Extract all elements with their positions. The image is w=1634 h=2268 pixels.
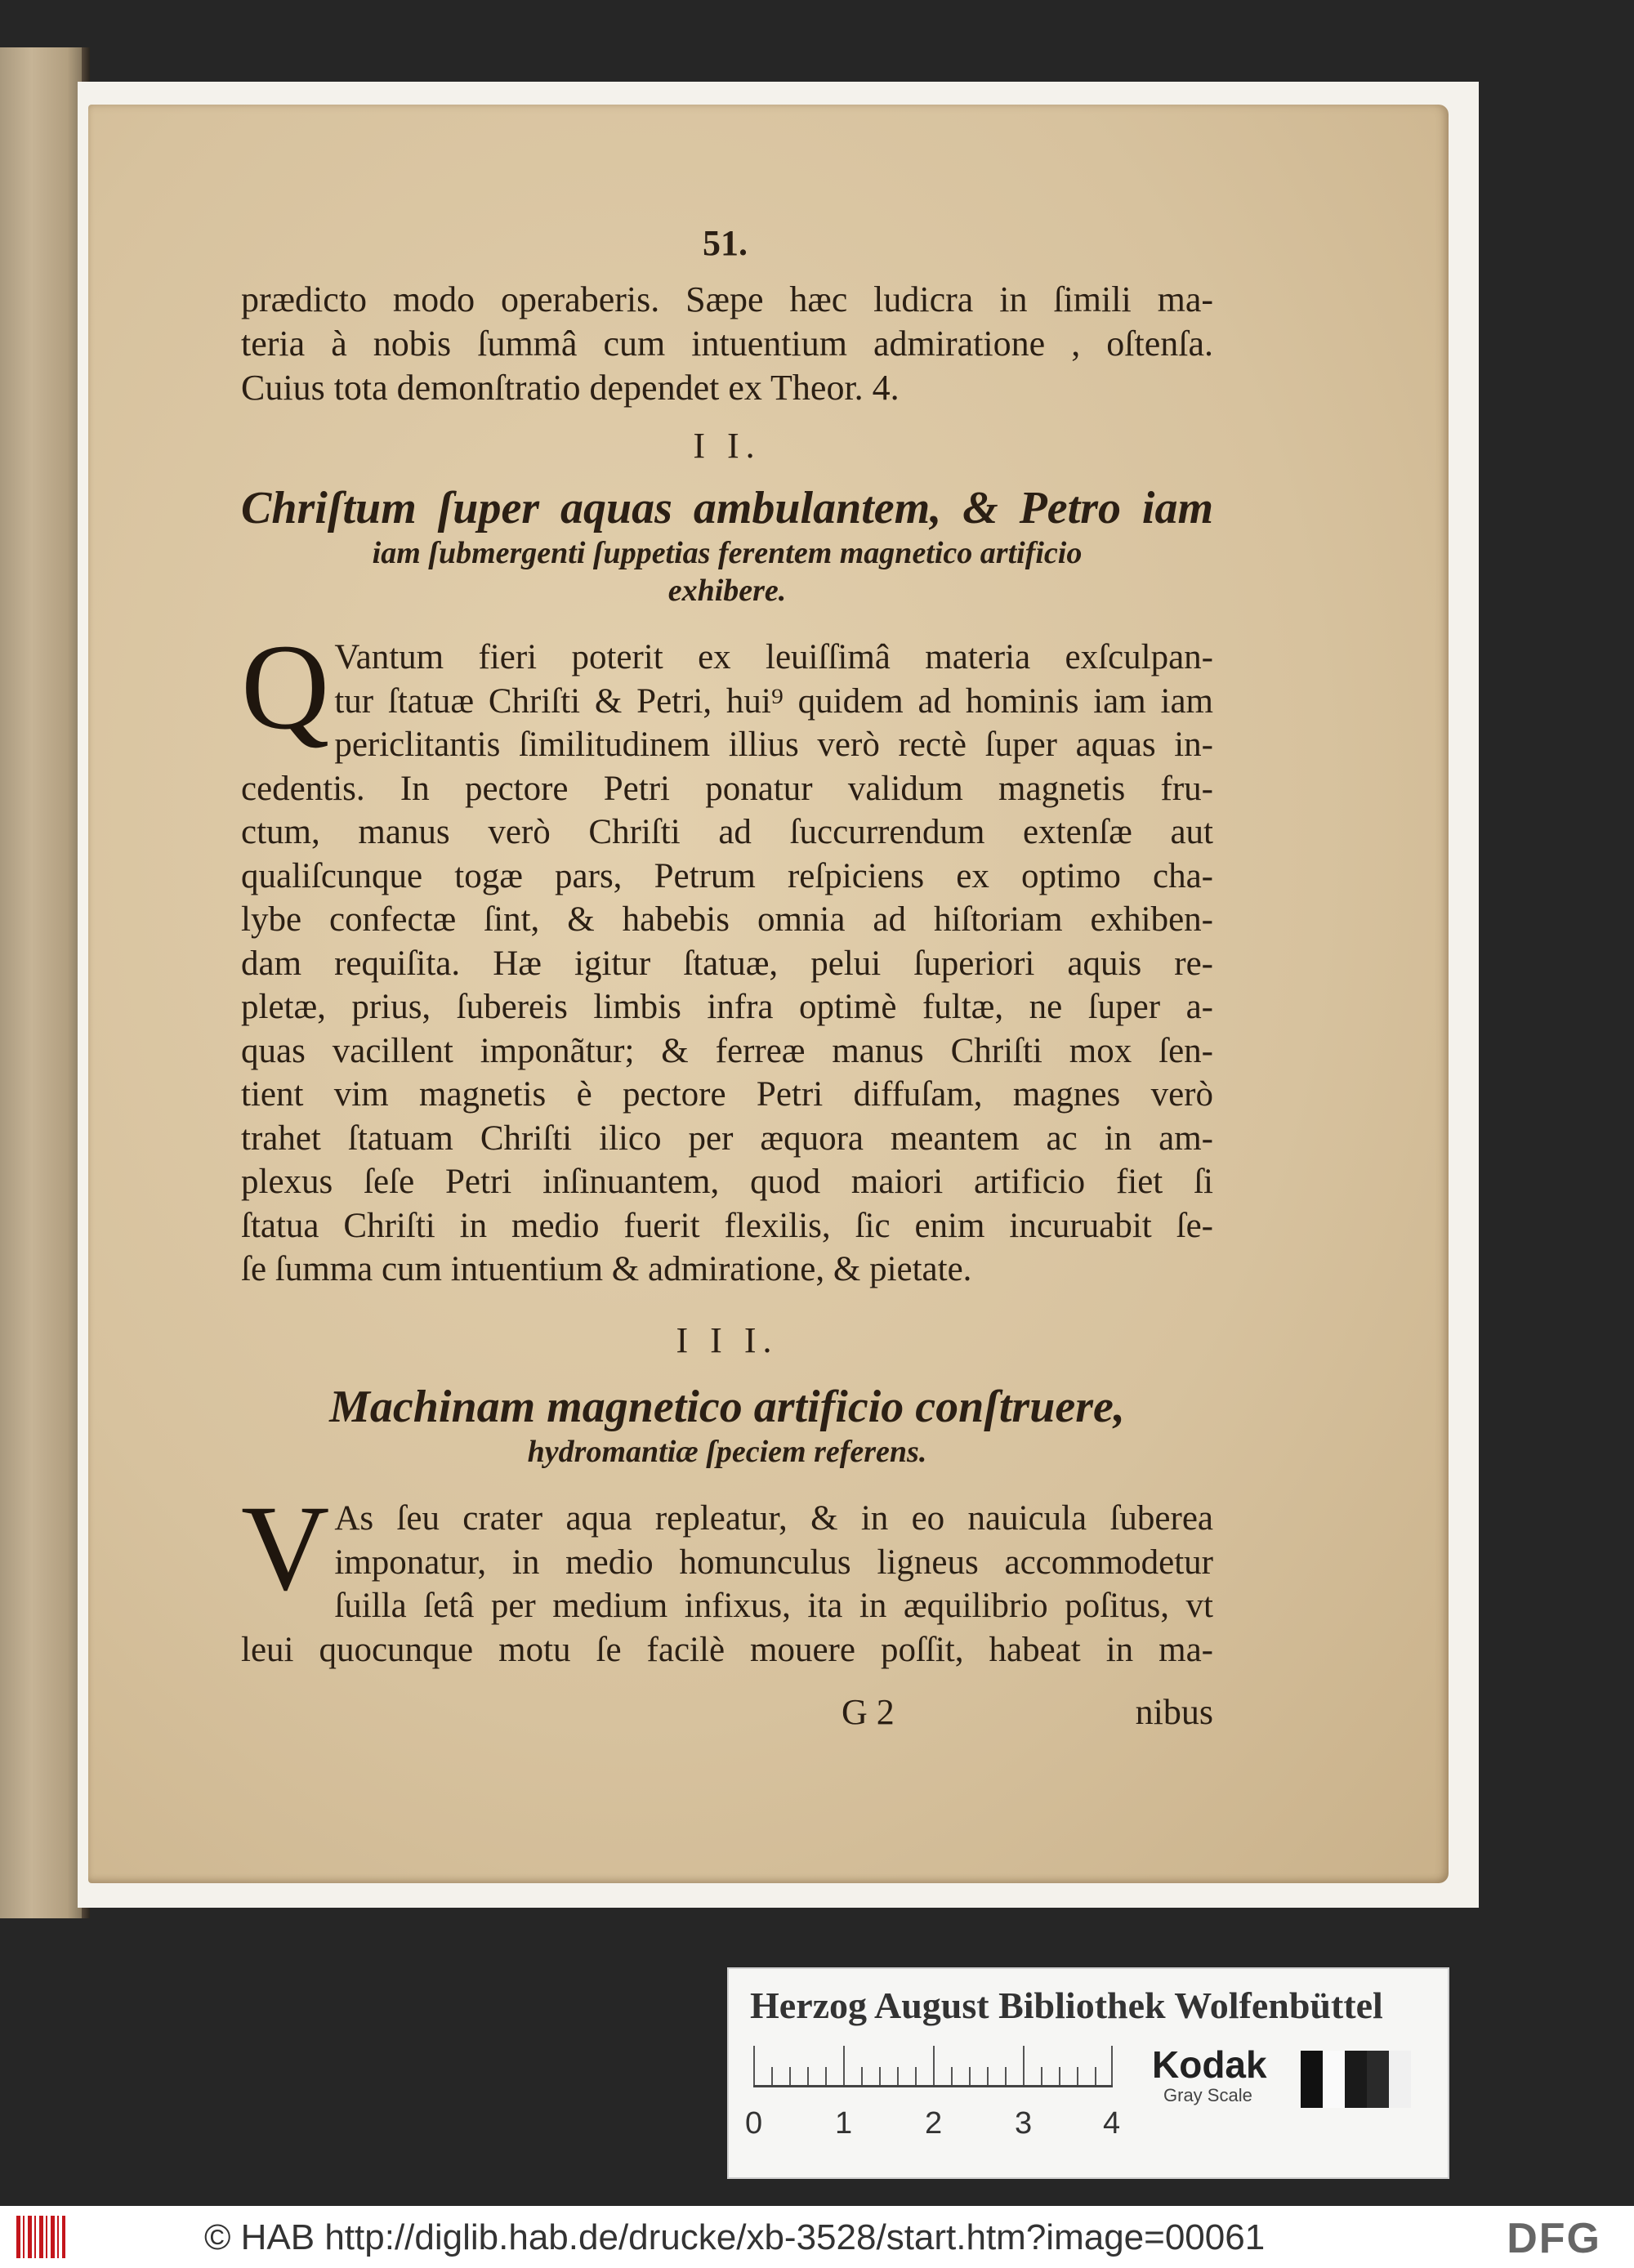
text-line: prædicto modo operaberis. Sæpe hæc ludicra in ſimili ma- <box>241 279 1213 319</box>
gray-swatch <box>1301 2051 1323 2108</box>
ruler-number: 0 <box>745 2106 763 2141</box>
barcode-icon <box>16 2216 65 2258</box>
ruler-number: 2 <box>925 2106 943 2141</box>
text-line: trahet ſtatuam Chriſti ilico per æquora meantem ac in am- <box>241 1118 1213 1158</box>
ruler <box>753 2044 1113 2087</box>
ruler-tick <box>969 2067 971 2085</box>
section-paragraph <box>241 1480 1213 1672</box>
dfg-logo: DFG <box>1507 2215 1601 2262</box>
ruler-tick <box>1005 2067 1007 2085</box>
ruler-tick <box>753 2046 755 2085</box>
ruler-tick <box>1059 2067 1060 2085</box>
gray-swatch <box>1323 2051 1345 2108</box>
gray-scale-caption: Gray Scale <box>1163 2085 1252 2105</box>
source-url[interactable]: © HAB http://diglib.hab.de/drucke/xb-3528/start.htm?image=00061 <box>204 2217 1266 2257</box>
gray-swatches <box>1301 2051 1411 2108</box>
text-line: ſtatua Chriſti in medio fuerit flexilis, ſic enim incuruabit ſe- <box>241 1206 1213 1245</box>
heading-line: Chriſtum ſuper aquas ambulantem, & Petro iam <box>241 483 1213 534</box>
ruler-tick <box>1095 2067 1096 2085</box>
text-line: Cuius tota demonſtratio dependet ex Theor. 4. <box>241 368 900 408</box>
text-line: lybe confectæ ſint, & habebis omnia ad hiſtoriam exhiben- <box>241 900 1213 939</box>
ruler-tick <box>933 2046 935 2085</box>
ruler-tick <box>915 2067 917 2085</box>
text-line: cedentis. In pectore Petri ponatur validum magnetis fru- <box>241 769 1213 808</box>
text-line: leui quocunque motu ſe facilè mouere poſſit, habeat in ma- <box>241 1630 1213 1669</box>
text-line: qualiſcunque togæ pars, Petrum reſpiciens ex optimo cha- <box>241 856 1213 895</box>
ruler-tick <box>843 2046 845 2085</box>
ruler-tick <box>789 2067 791 2085</box>
ruler-tick <box>1023 2046 1025 2085</box>
text-line: imponatur, in medio homunculus ligneus accommodetur <box>334 1543 1213 1582</box>
left-page-edge <box>0 47 90 1918</box>
section-number: I I. <box>693 426 761 466</box>
text-line: plexus ſeſe Petri inſinuantem, quod maiori artificio fiet ſi <box>241 1163 1213 1201</box>
text-line: tur ſtatuæ Chriſti & Petri, hui⁹ quidem ad hominis iam iam <box>334 681 1213 721</box>
footer-bar <box>0 2206 1634 2268</box>
heading-line: exhibere. <box>667 574 787 608</box>
drop-cap: V <box>241 1480 330 1616</box>
library-scale-label <box>727 1967 1449 2179</box>
text-line: Vantum fieri poterit ex leuiſſimâ materia exſculpan- <box>334 638 1213 676</box>
catchword: nibus <box>1135 1692 1213 1732</box>
ruler-number: 4 <box>1103 2106 1121 2141</box>
signature-mark: G 2 <box>842 1692 895 1732</box>
section-heading <box>241 482 1213 609</box>
ruler-tick <box>1077 2067 1078 2085</box>
ruler-tick <box>861 2067 863 2085</box>
ruler-number: 3 <box>1015 2106 1033 2141</box>
drop-cap: Q <box>241 619 330 755</box>
text-line: As ſeu crater aqua repleatur, & in eo nauicula ſuberea <box>334 1499 1213 1538</box>
ruler-tick <box>825 2067 827 2085</box>
ruler-tick <box>987 2067 989 2085</box>
text-line: quas vacillent imponãtur; & ferreæ manus Chriſti mox ſen- <box>241 1031 1213 1070</box>
text-line: ctum, manus verò Chriſti ad ſuccurrendum extenſæ aut <box>241 813 1213 851</box>
text-line: ſe ſumma cum intuentium & admiratione, & pietate. <box>241 1250 972 1288</box>
text-line: periclitantis ſimilitudinem illius verò rectè ſuper aquas in- <box>334 725 1213 764</box>
gray-swatch <box>1367 2051 1389 2108</box>
text-line: teria à nobis ſummâ cum intuentium admiratione , oſtenſa. <box>241 324 1213 364</box>
gray-swatch <box>1345 2051 1367 2108</box>
text-line: dam requiſita. Hæ igitur ſtatuæ, pelui ſuperiori aquis re- <box>241 944 1213 983</box>
library-name: Herzog August Bibliothek Wolfenbüttel <box>750 1984 1383 2026</box>
heading-line: hydromantiæ ſpeciem referens. <box>527 1435 927 1469</box>
section-paragraph <box>241 619 1213 1292</box>
ruler-tick <box>807 2067 809 2085</box>
gray-swatch <box>1389 2051 1411 2108</box>
heading-line: iam ſubmergenti ſuppetias ferentem magnetico artificio <box>372 536 1083 570</box>
text-line: pletæ, prius, ſubereis limbis infra optimè fultæ, ne ſuper a- <box>241 988 1213 1026</box>
section-number: I I I. <box>676 1320 779 1360</box>
section-heading <box>241 1381 1213 1471</box>
ruler-tick <box>951 2067 953 2085</box>
ruler-number: 1 <box>835 2106 853 2141</box>
ruler-tick <box>879 2067 881 2085</box>
ruler-tick <box>897 2067 899 2085</box>
kodak-brand: Kodak <box>1152 2043 1267 2086</box>
page-number: 51. <box>703 223 748 263</box>
heading-line: Machinam magnetico artificio conſtruere, <box>329 1382 1125 1432</box>
ruler-tick <box>1111 2046 1113 2085</box>
text-line: tient vim magnetis è pectore Petri diffuſam, magnes verò <box>241 1075 1213 1114</box>
ruler-tick <box>1041 2067 1042 2085</box>
ruler-tick <box>771 2067 773 2085</box>
text-line: ſuilla ſetâ per medium infixus, ita in æquilibrio poſitus, vt <box>334 1587 1213 1625</box>
opening-paragraph <box>241 278 1213 410</box>
